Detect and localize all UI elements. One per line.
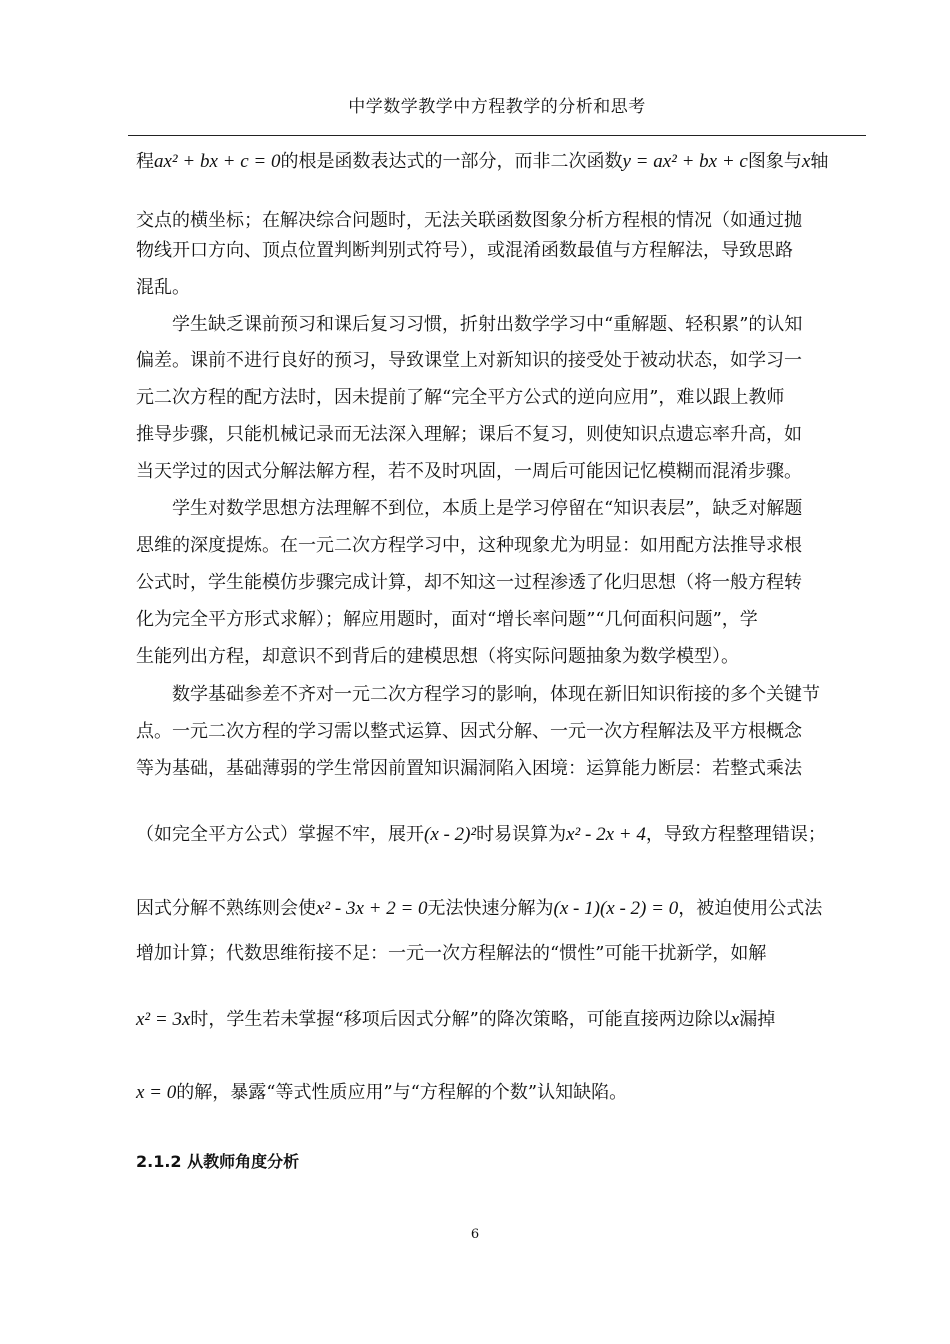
- math-x: x: [730, 1009, 740, 1030]
- text-line: [136, 898, 866, 920]
- page-number: 6: [470, 1227, 480, 1242]
- text-run: 程: [136, 151, 154, 172]
- math-equation: x² = 3x: [136, 1009, 191, 1030]
- text-line: 当天学过的因式分解法解方程，若不及时巩固，一周后可能因记忆模糊而混淆步骤。: [136, 461, 802, 482]
- header-rule: [128, 135, 866, 136]
- text-line: 生能列出方程，却意识不到背后的建模思想（将实际问题抽象为数学模型）。: [136, 646, 739, 667]
- text-line: [136, 1009, 866, 1031]
- text-line: 元二次方程的配方法时，因未提前了解“完全平方公式的逆向应用”，难以跟上教师: [136, 387, 785, 408]
- math-factored-form: (x - 1)(x - 2) = 0: [553, 898, 679, 919]
- text-line: 学生缺乏课前预习和课后复习习惯，折射出数学学习中“重解题、轻积累”的认知: [172, 314, 803, 335]
- text-run: 漏掉: [739, 1009, 776, 1030]
- page-header: 中学数学教学中方程教学的分析和思考: [348, 97, 646, 117]
- text-run: （如完全平方公式）掌握不牢，展开: [136, 824, 424, 845]
- text-line: 思维的深度提炼。在一元二次方程学习中，这种现象尤为明显：如用配方法推导求根: [136, 535, 802, 556]
- math-root: x = 0: [136, 1082, 177, 1103]
- text-run: 轴: [810, 151, 829, 172]
- text-line: 点。一元二次方程的学习需以整式运算、因式分解、一元一次方程解法及平方根概念: [136, 721, 802, 742]
- text-run: 的根是函数表达式的一部分，而非二次函数: [280, 151, 623, 172]
- math-wrong-expansion: x² - 2x + 4: [566, 824, 646, 845]
- text-line: [136, 1082, 866, 1104]
- text-line: 物线开口方向、顶点位置判断判别式符号），或混淆函数最值与方程解法，导致思路: [136, 240, 793, 261]
- text-run: 时，学生若未掌握“移项后因式分解”的降次策略，可能直接两边除以: [190, 1009, 731, 1030]
- math-binomial-square: (x - 2)²: [424, 824, 477, 845]
- text-line: 交点的横坐标；在解决综合问题时，无法关联函数图象分析方程根的情况（如通过抛: [136, 210, 802, 231]
- text-line: [136, 151, 866, 173]
- text-line: 等为基础，基础薄弱的学生常因前置知识漏洞陷入困境：运算能力断层：若整式乘法: [136, 758, 802, 779]
- math-equation: x² - 3x + 2 = 0: [316, 898, 428, 919]
- text-run: 的解，暴露“等式性质应用”与“方程解的个数”认知缺陷。: [176, 1082, 628, 1103]
- text-run: ，被迫使用公式法: [678, 898, 823, 919]
- text-line: 化为完全平方形式求解）；解应用题时，面对“增长率问题”“几何面积问题”，学: [136, 609, 758, 630]
- text-run: 无法快速分解为: [427, 898, 554, 919]
- math-quadratic-function: y = ax² + bx + c: [622, 151, 748, 172]
- math-quadratic-equation: ax² + bx + c = 0: [154, 151, 281, 172]
- text-run: ，导致方程整理错误；: [645, 824, 826, 845]
- math-x: x: [801, 151, 811, 172]
- text-run: 因式分解不熟练则会使: [136, 898, 316, 919]
- text-line: 增加计算；代数思维衔接不足：一元一次方程解法的“惯性”可能干扰新学，如解: [136, 943, 767, 964]
- text-run: 时易误算为: [476, 824, 567, 845]
- text-line: 混乱。: [136, 277, 190, 298]
- text-line: 学生对数学思想方法理解不到位，本质上是学习停留在“知识表层”，缺乏对解题: [172, 498, 803, 519]
- text-line: 数学基础参差不齐对一元二次方程学习的影响，体现在新旧知识衔接的多个关键节: [172, 684, 820, 705]
- text-run: 图象与: [747, 151, 802, 172]
- section-heading: 2.1.2 从教师角度分析: [136, 1152, 300, 1171]
- text-line: 公式时，学生能模仿步骤完成计算，却不知这一过程渗透了化归思想（将一般方程转: [136, 572, 802, 593]
- text-line: 推导步骤，只能机械记录而无法深入理解；课后不复习，则使知识点遗忘率升高，如: [136, 424, 802, 445]
- text-line: [136, 824, 866, 846]
- text-line: 偏差。课前不进行良好的预习，导致课堂上对新知识的接受处于被动状态，如学习一: [136, 350, 802, 371]
